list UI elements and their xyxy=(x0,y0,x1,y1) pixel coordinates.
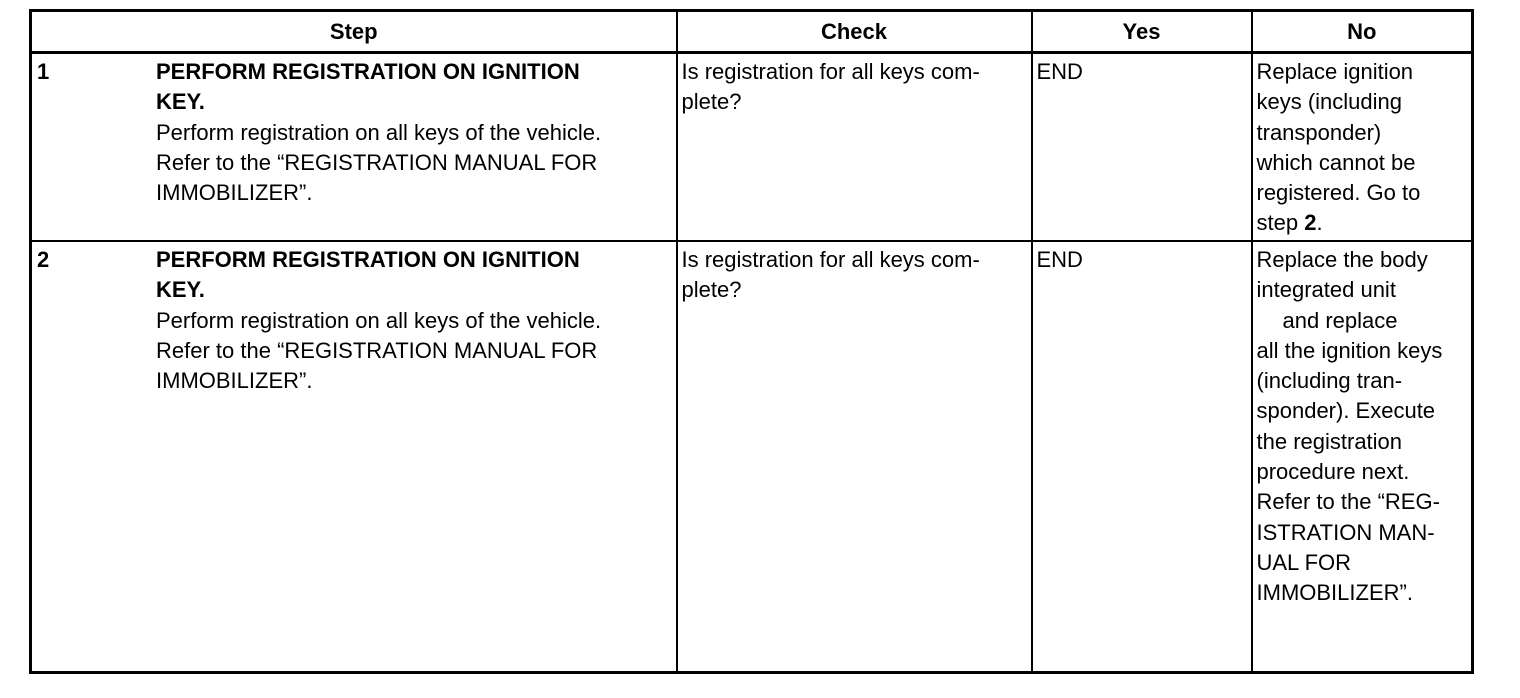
no-text-line: and replace xyxy=(1282,307,1398,333)
header-no: No xyxy=(1252,11,1473,53)
step-title-line: KEY. xyxy=(156,277,205,303)
no-text-line: UAL FOR xyxy=(1256,549,1352,575)
yes-cell: END xyxy=(1032,241,1252,673)
no-step-prefix: step xyxy=(1256,210,1305,236)
step-text-line: Refer to the “REGISTRATION MANUAL FOR xyxy=(156,337,598,363)
no-text-line: procedure next. xyxy=(1256,459,1410,485)
no-cell xyxy=(1252,53,1473,242)
step-description xyxy=(156,245,672,396)
step-number: 2 xyxy=(37,247,50,272)
table-row xyxy=(31,241,1473,673)
no-text-line: (including tran- xyxy=(1256,368,1403,394)
step-description xyxy=(156,57,672,208)
no-text-line: Replace ignition xyxy=(1256,59,1414,84)
no-text-line: integrated unit xyxy=(1256,277,1396,303)
check-text-line: plete? xyxy=(681,89,742,115)
no-text-line: transponder) xyxy=(1256,119,1382,145)
check-text-line: plete? xyxy=(681,277,742,303)
header-yes: Yes xyxy=(1032,11,1252,53)
no-text-line: keys (including xyxy=(1256,89,1403,115)
check-text-line: Is registration for all keys com- xyxy=(681,59,980,84)
step-title-line: KEY. xyxy=(156,89,205,115)
no-text-line: which cannot be xyxy=(1256,149,1416,175)
check-cell xyxy=(677,53,1032,242)
check-text-line: Is registration for all keys com- xyxy=(681,247,980,272)
step-number: 1 xyxy=(37,59,50,84)
check-cell xyxy=(677,241,1032,673)
no-text-line: sponder). Execute xyxy=(1256,398,1436,424)
step-text-line: IMMOBILIZER”. xyxy=(156,368,313,394)
header-step: Step xyxy=(31,11,677,53)
no-step-reference xyxy=(1257,208,1468,238)
no-text-line: registered. Go to xyxy=(1256,180,1421,206)
step-title-line: PERFORM REGISTRATION ON IGNITION xyxy=(156,59,580,84)
step-text-line: Perform registration on all keys of the vehicle. xyxy=(156,307,602,333)
no-text-line: all the ignition keys xyxy=(1256,337,1443,363)
step-text-line: IMMOBILIZER”. xyxy=(156,180,313,206)
table-row xyxy=(31,53,1473,242)
step-text-line: Perform registration on all keys of the vehicle. xyxy=(156,119,602,145)
header-row xyxy=(31,11,1473,53)
yes-cell: END xyxy=(1032,53,1252,242)
no-text-line: IMMOBILIZER”. xyxy=(1256,580,1413,606)
no-step-suffix: . xyxy=(1316,210,1323,236)
step-cell xyxy=(31,241,677,673)
no-cell xyxy=(1252,241,1473,673)
header-check: Check xyxy=(677,11,1032,53)
step-link-number: 2 xyxy=(1304,210,1317,236)
no-text-line: Replace the body xyxy=(1256,247,1428,272)
diagnostic-table xyxy=(29,9,1474,674)
step-title-line: PERFORM REGISTRATION ON IGNITION xyxy=(156,247,580,272)
no-text-line: the registration xyxy=(1256,428,1403,454)
step-cell xyxy=(31,53,677,242)
no-text-line: ISTRATION MAN- xyxy=(1256,519,1435,545)
step-text-line: Refer to the “REGISTRATION MANUAL FOR xyxy=(156,149,598,175)
no-text-line: Refer to the “REG- xyxy=(1256,489,1440,515)
